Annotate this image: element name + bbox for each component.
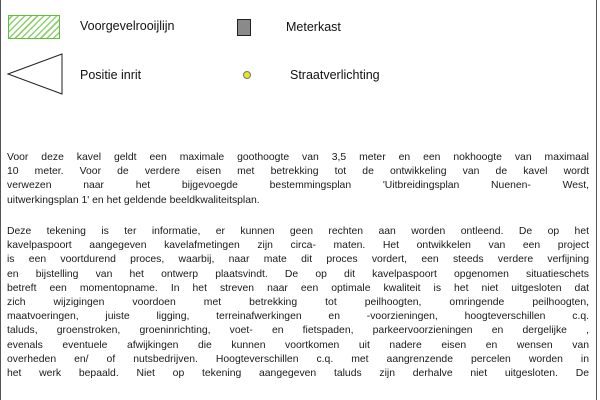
meterkast-square-icon [237, 19, 251, 36]
text-line: is een voortdurend proces, waarbij, naar mate dit proces vordert, een steeds verdere verfijning [7, 254, 589, 266]
text-line: evenals eventuele afwijkingen die kunnen voortkomen uit nadere eisen en wensen van [7, 339, 589, 351]
page-frame-left [0, 0, 1, 400]
page-frame-right [596, 0, 597, 400]
legend-voorgevel [80, 19, 175, 33]
text-line: maatvoeringen, juiste ligging, terreinafwerkingen en -voorzieningen, hoogteverschillen c.q. [7, 311, 589, 323]
paragraph-disclaimer [7, 225, 589, 381]
text-line: uitwerkingsplan 1' en het geldende beeldkwaliteitsplan. [7, 194, 260, 206]
streetlight-dot-icon [243, 71, 251, 79]
legend-meterkast-label: Meterkast [286, 20, 341, 34]
legend-inrit [80, 68, 141, 82]
text-line: 10 meter. Voor de verdere eisen met betrekking tot de ontwikkeling van de kavel wordt [7, 166, 589, 178]
hatch-swatch-icon [8, 15, 60, 39]
text-line: Deze tekening is ter informatie, er kunnen geen rechten aan worden ontleend. De op het [7, 226, 589, 237]
legend-meterkast [286, 20, 341, 34]
text-line: het werk bepaald. Niet op tekening aangegeven taluds zijn derhalve niet uitgesloten. De [7, 368, 589, 380]
text-line: betreft een momentopname. In het streven naar een optimale kwaliteit is het niet uitgesloten dat [7, 282, 589, 294]
text-line: Voor deze kavel geldt een maximale goothoogte van 3,5 meter en een nokhoogte van maximaal [7, 152, 589, 163]
text-line: taluds, groenstroken, groeninrichting, voet- en fietspaden, parkeervoorzieningen en dergelijke , [7, 325, 589, 337]
text-line: en bijstelling van het ontwerp plaatsvindt. De op dit kavelpaspoort opgenomen situatieschets [7, 268, 589, 280]
text-line: overheden en/ of nutsbedrijven. Hoogteverschillen c.q. met aangrenzende percelen worden in [7, 353, 589, 365]
legend-inrit-label: Positie inrit [80, 68, 142, 82]
paragraph-height-rules [7, 151, 589, 208]
text-line: zich wijzigingen voordoen met betrekking tot peilhoogten, omringende peilhoogten, [7, 297, 589, 309]
legend-straatverlichting-label: Straatverlichting [290, 68, 380, 82]
inrit-triangle-icon [6, 52, 64, 96]
text-line: verwezen naar het bijgevoegde bestemmingsplan 'Uitbreidingsplan Nuenen- West, [7, 180, 589, 192]
legend-straatverlichting [290, 68, 380, 82]
text-line: kavelpaspoort aangegeven kavelafmetingen zijn circa- maten. Het ontwikkelen van een project [7, 240, 589, 252]
legend-voorgevel-label: Voorgevelrooijlijn [80, 19, 175, 33]
